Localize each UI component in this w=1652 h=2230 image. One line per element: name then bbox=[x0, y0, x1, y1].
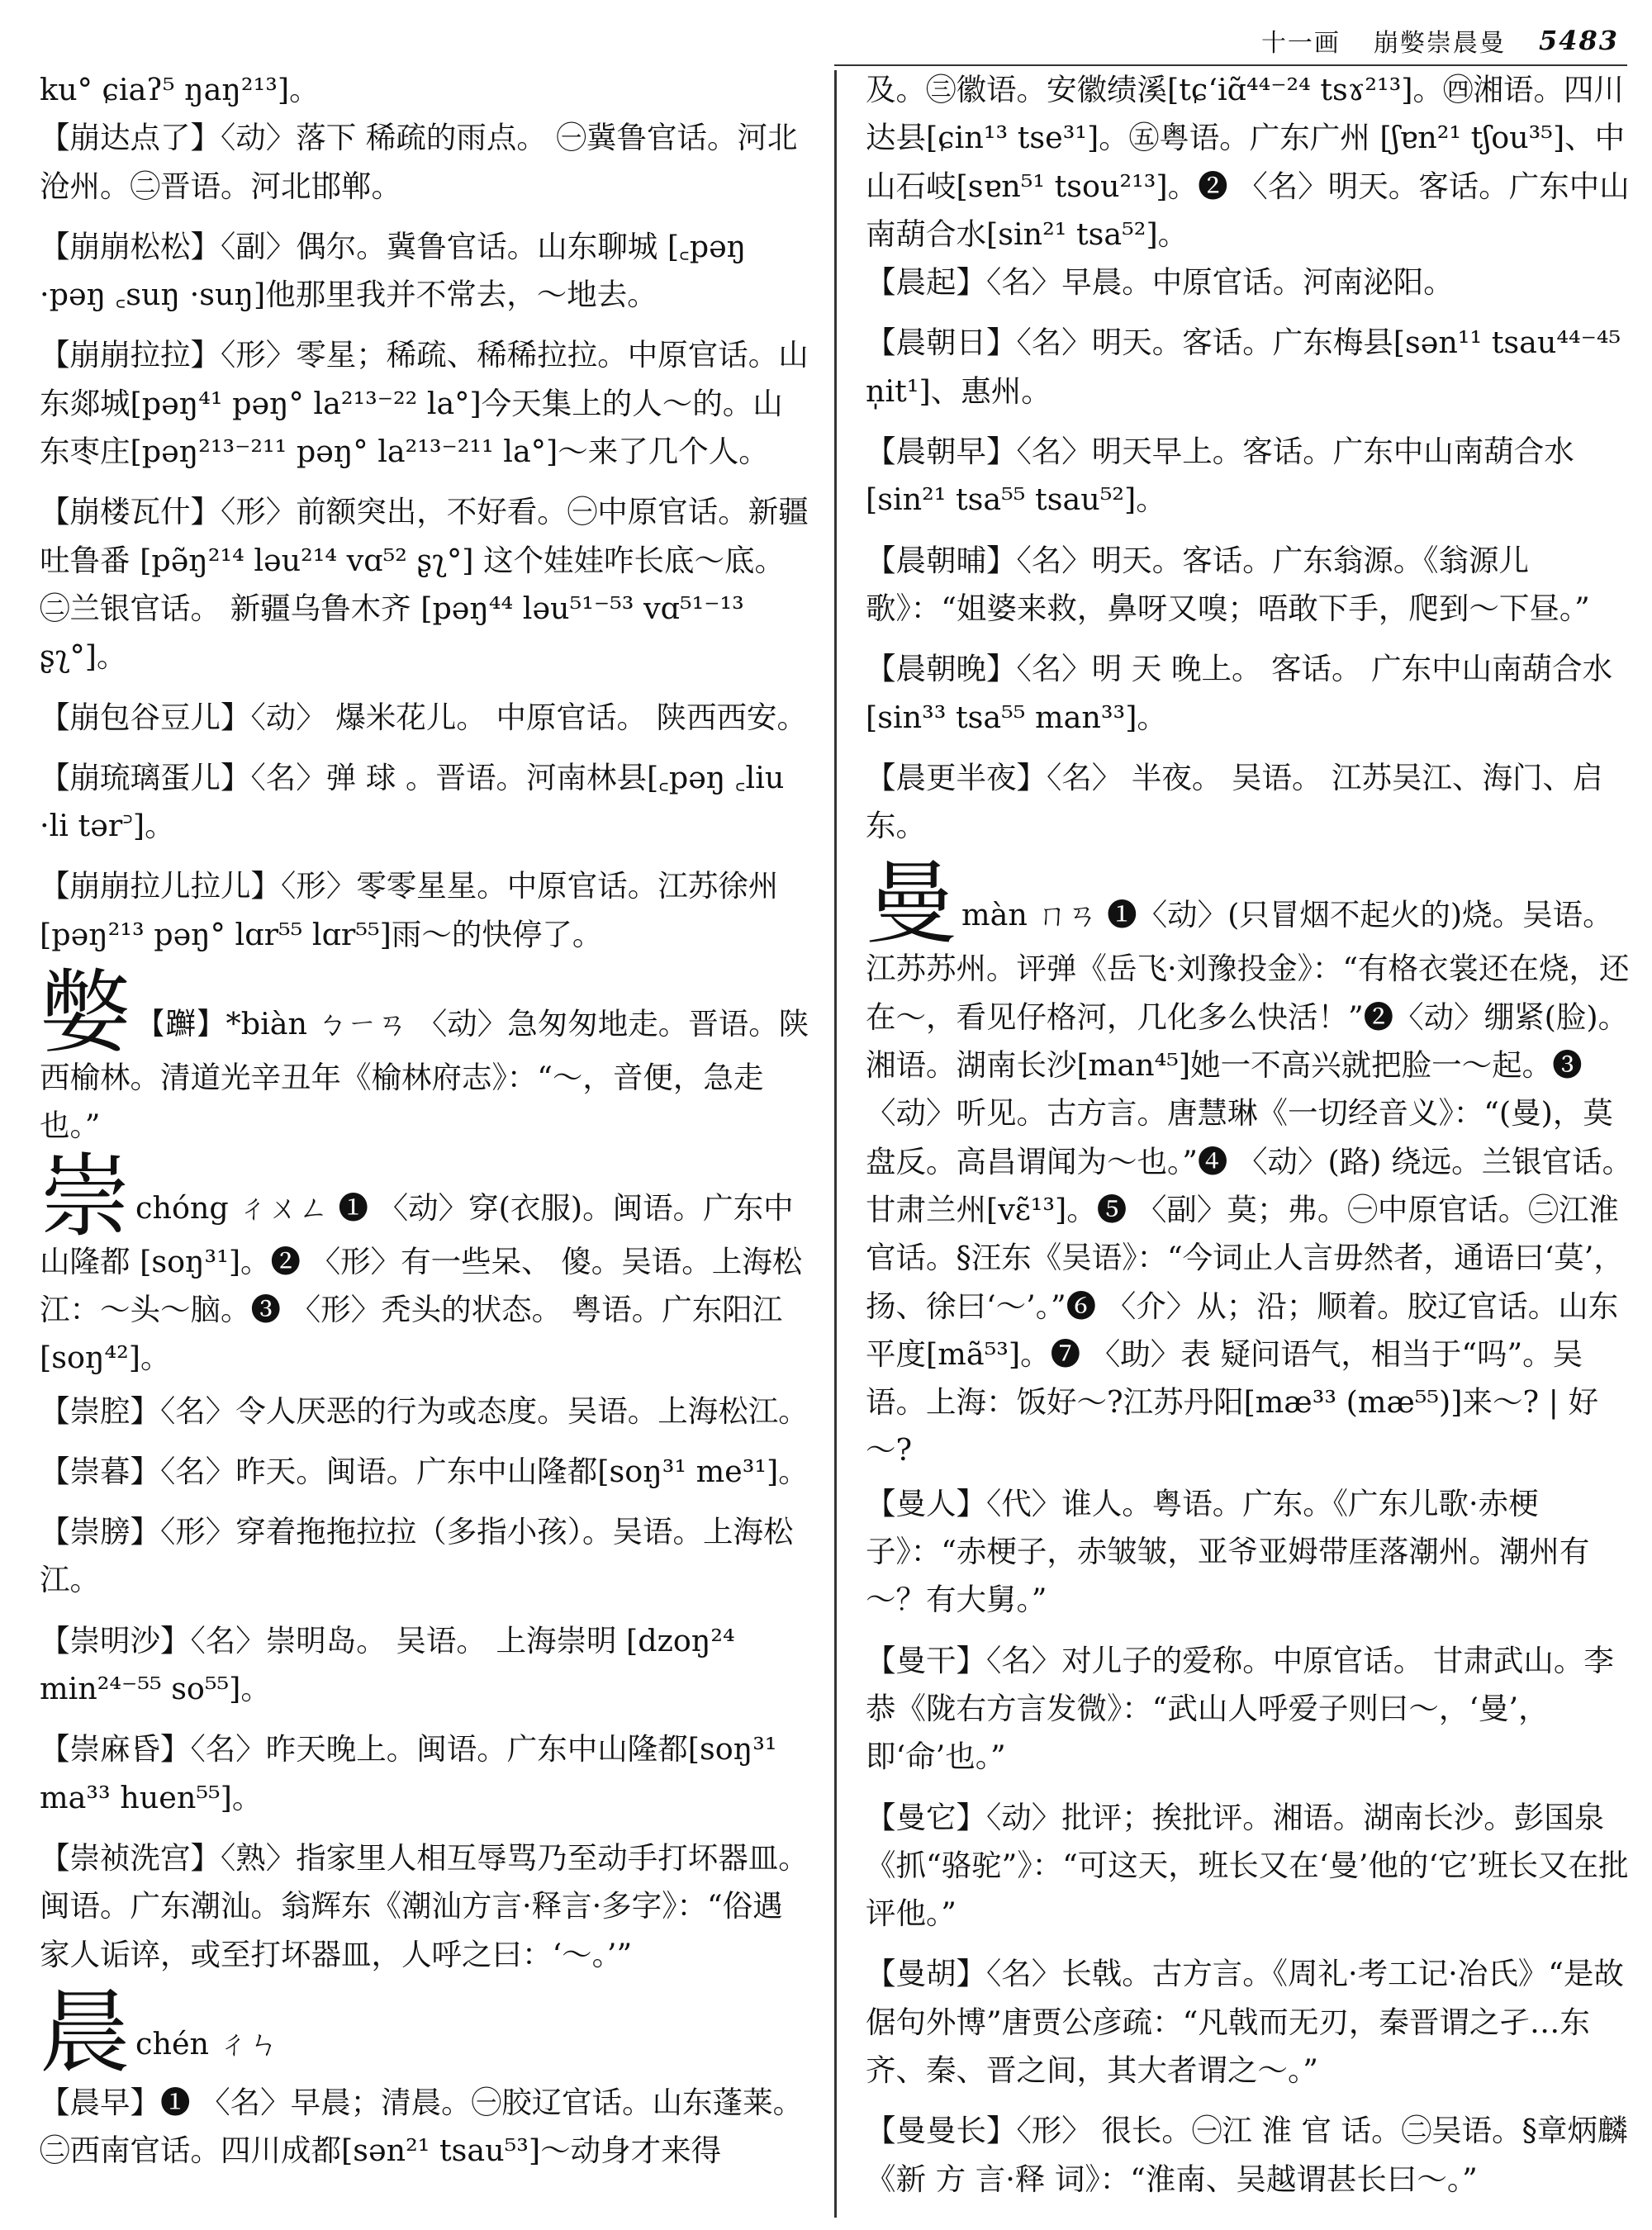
entry-manta: 【曼它】〈动〉批评；挨批评。湘语。湖南长沙。彭国泉《抓“骆驼”》：“可这天，班长又在‘曼’他的‘它’班长又在批评他。” bbox=[866, 1799, 1629, 1932]
entry-benglilidaner: 【崩琉璃蛋儿】〈名〉弹 球 。晋语。河南林县[꜀pəŋ ꜀liu ·li tər꜄]。 bbox=[40, 759, 785, 844]
entry-mangan: 【曼干】〈名〉对儿子的爱称。中原官话。 甘肃武山。李恭《陇右方言发微》：“武山人呼爱子则曰～，‘曼’，即‘命’也。” bbox=[866, 1642, 1614, 1775]
entry-chongmahun: 【崇麻昏】〈名〉昨天晚上。闽语。广东中山隆都[soŋ³¹ ma³³ huen⁵⁵]。 bbox=[40, 1731, 777, 1815]
entry-chengengbanye: 【晨更半夜】〈名〉 半夜。 吴语。 江苏吴江、海门、启东。 bbox=[866, 759, 1603, 844]
headword-chen-entry bbox=[40, 1979, 812, 2085]
right-column bbox=[866, 66, 1638, 2213]
entry-bengbenglaerlaer: 【崩崩拉儿拉儿】〈形〉零零星星。中原官话。江苏徐州[pəŋ²¹³ pəŋ° lɑr⁵⁵ lɑr⁵⁵]雨～的快停了。 bbox=[40, 868, 779, 952]
entry-chongmu: 【崇暮】〈名〉昨天。闽语。广东中山隆都[soŋ³¹ me³¹]。 bbox=[40, 1453, 809, 1489]
headword-bian-variant: 【𨇤】 bbox=[135, 1006, 226, 1042]
entry-bengdadianle: 【崩达点了】〈动〉落下 稀疏的雨点。 ㊀冀鲁官话。河北沧州。㊁晋语。河北邯郸。 bbox=[40, 120, 798, 204]
headword-bian-text: *biàn ㄅㄧㄢ 〈动〉急匆匆地走。晋语。陕西榆林。清道光辛丑年《榆林府志》：“～，音便，急走也。” bbox=[40, 1006, 809, 1144]
headword-chong-text: chóng ㄔㄨㄥ ❶ 〈动〉穿(衣服)。闽语。广东中山隆都 [soŋ³¹]。❷ 〈形〉有一些呆、 傻。吴语。上海松江：～头～脑。❸ 〈形〉秃头的状态。 粤语。广东阳江[soŋ⁴²]。 bbox=[40, 1189, 803, 1376]
entry-bengbaogudouer: 【崩包谷豆儿】〈动〉 爆米花儿。 中原官话。 陕西西安。 bbox=[40, 699, 808, 735]
entry-chenzhaobu: 【晨朝晡】〈名〉明天。客话。广东翁源。《翁源儿歌》：“姐婆来救，鼻呀又嗅；唔敢下手，爬到～下昼。” bbox=[866, 542, 1590, 626]
entry-chenzhaori: 【晨朝日】〈名〉明天。客话。广东梅县[sən¹¹ tsau⁴⁴⁻⁴⁵ n̩it¹]、惠州。 bbox=[866, 325, 1621, 409]
entry-benglouwashi: 【崩楼瓦什】〈形〉前额突出，不好看。㊀中原官话。新疆吐鲁番 [pə̃ŋ²¹⁴ ləu²¹⁴ vɑ⁵² ʂʅ°] 这个娃娃咋长底～底。 ㊁兰银官话。 新疆乌鲁木齐 [pəŋ⁴⁴ ləu⁵¹⁻⁵³ vɑ⁵¹⁻¹³ ʂʅ°]。 bbox=[40, 494, 809, 675]
headword-chen-text: chén ㄔㄣ bbox=[135, 2025, 279, 2062]
entry-bengbenglala: 【崩崩拉拉】〈形〉零星；稀疏、稀稀拉拉。中原官话。山东郯城[pəŋ⁴¹ pəŋ° la²¹³⁻²² la°]今天集上的人～的。山东枣庄[pəŋ²¹³⁻²¹¹ pəŋ° la²¹³⁻²¹¹ la°]～来了几个人。 bbox=[40, 337, 809, 470]
headword-bian-entry bbox=[40, 960, 812, 1151]
column-divider bbox=[834, 70, 837, 2218]
headword-man-text: màn ㄇㄢ ❶〈动〉(只冒烟不起火的)烧。吴语。江苏苏州。评弹《岳飞·刘豫投金》：“有格衣裳还在烧，还在～，看见仔格河，几化多么快活！”❷〈动〉绷紧(脸)。湘语。湖南长沙[man⁴⁵]她一不高兴就把脸一～起。❸ 〈动〉听见。古方言。唐慧琳《一切经音义》：“(曼)，莫盘反。高昌谓闻为～也。”❹ 〈动〉(路) 绕远。兰银官话。甘肃兰州[vɛ̃¹³]。❺ 〈副〉莫；弗。㊀中原官话。㊁江淮官话。§汪东《吴语》：“今词止人言毋然者，通语曰‘莫’，扬、徐曰‘～’。”❻ 〈介〉从；沿；顺着。胶辽官话。山东平度[mã⁵³]。❼ 〈助〉表 疑问语气，相当于“吗”。吴语。上海：饭好～?江苏丹阳[mæ³³ (mæ⁵⁵)]来～? | 好～? bbox=[866, 897, 1633, 1468]
headword-chen: 晨 bbox=[40, 1979, 131, 2085]
entry-chongzhenxigong: 【崇祯洗宫】〈熟〉指家里人相互辱骂乃至动手打坏器皿。闽语。广东潮汕。翁辉东《潮汕方言·释言·多字》：“俗遇家人诟谇，或至打坏器皿，人呼之曰：‘～。’” bbox=[40, 1839, 809, 1972]
page-number: 5483 bbox=[1538, 25, 1619, 56]
stroke-section: 十一画 bbox=[1260, 29, 1341, 58]
entry-chongmingsha: 【崇明沙】〈名〉崇明岛。 吴语。 上海崇明 [dzoŋ²⁴ min²⁴⁻⁵⁵ so⁵⁵]。 bbox=[40, 1622, 735, 1707]
entry-manmanchang: 【曼曼长】〈形〉 很长。㊀江 淮 官 话。㊁吴语。§章炳麟《新 方 言·释 词》：“淮南、吴越谓甚长曰～。” bbox=[866, 2113, 1628, 2197]
entry-chenzhaowan: 【晨朝晚】〈名〉明 天 晚上。 客话。 广东中山南葫合水[sin³³ tsa⁵⁵ man³³]。 bbox=[866, 651, 1613, 735]
entry-manren: 【曼人】〈代〉谁人。粤语。广东。《广东儿歌·赤梗子》：“赤梗子，赤皱皱，亚爷亚姆带厓落潮州。潮州有～？有大舅。” bbox=[866, 1485, 1590, 1618]
headword-man-entry bbox=[866, 851, 1638, 1474]
page-header bbox=[826, 18, 1619, 63]
entry-chenqi: 【晨起】〈名〉早晨。中原官话。河南泌阳。 bbox=[866, 264, 1454, 301]
entry-chenzhaozao: 【晨朝早】〈名〉明天早上。客话。广东中山南葫合水[sin²¹ tsa⁵⁵ tsau⁵²]。 bbox=[866, 434, 1574, 518]
left-column bbox=[40, 66, 812, 2213]
entry-continuation: ku° ɕiaʔ⁵ ŋaŋ²¹³]。 bbox=[40, 72, 320, 107]
entry-chongbang: 【崇膀】〈形〉穿着拖拖拉拉（多指小孩）。吴语。上海松江。 bbox=[40, 1514, 794, 1598]
entry-chongqiang: 【崇腔】〈名〉令人厌恶的行为或态度。吴语。上海松江。 bbox=[40, 1393, 809, 1429]
headword-chong-entry bbox=[40, 1143, 812, 1383]
headword-bian: 嫳 bbox=[40, 960, 131, 1066]
entry-bengbengsongsong: 【崩崩松松】〈副〉偶尔。冀鲁官话。山东聊城 [꜀pəŋ ·pəŋ ꜀suŋ ·suŋ]他那里我并不常去，～地去。 bbox=[40, 228, 747, 313]
entry-chenzao: 【晨早】❶ 〈名〉早晨；清晨。㊀胶辽官话。山东蓬莱。㊁西南官话。四川成都[sən²¹ tsau⁵³]～动身才来得 bbox=[40, 2084, 804, 2169]
entry-chenzao-continued: 及。㊂徽语。安徽绩溪[tɕʻiɑ̃⁴⁴⁻²⁴ tsɤ²¹³]。㊃湘语。四川达县[ɕin¹³ tse³¹]。㊄粤语。广东广州 [ʃɐn²¹ tʃou³⁵]、中山石岐[sɐn⁵¹ tsou²¹³]。❷ 〈名〉明天。客话。广东中山南葫合水[sin²¹ tsa⁵²]。 bbox=[866, 72, 1630, 252]
headword-man: 曼 bbox=[866, 851, 957, 957]
header-chars: 崩嫳崇晨曼 bbox=[1373, 29, 1506, 58]
entry-manhu: 【曼胡】〈名〉长戟。古方言。《周礼·考工记·冶氏》“是故倨句外博”唐贾公彦疏：“凡戟而无刃，秦晋谓之孑…东齐、秦、晋之间，其大者谓之～。” bbox=[866, 1956, 1624, 2088]
headword-chong: 崇 bbox=[40, 1143, 131, 1250]
